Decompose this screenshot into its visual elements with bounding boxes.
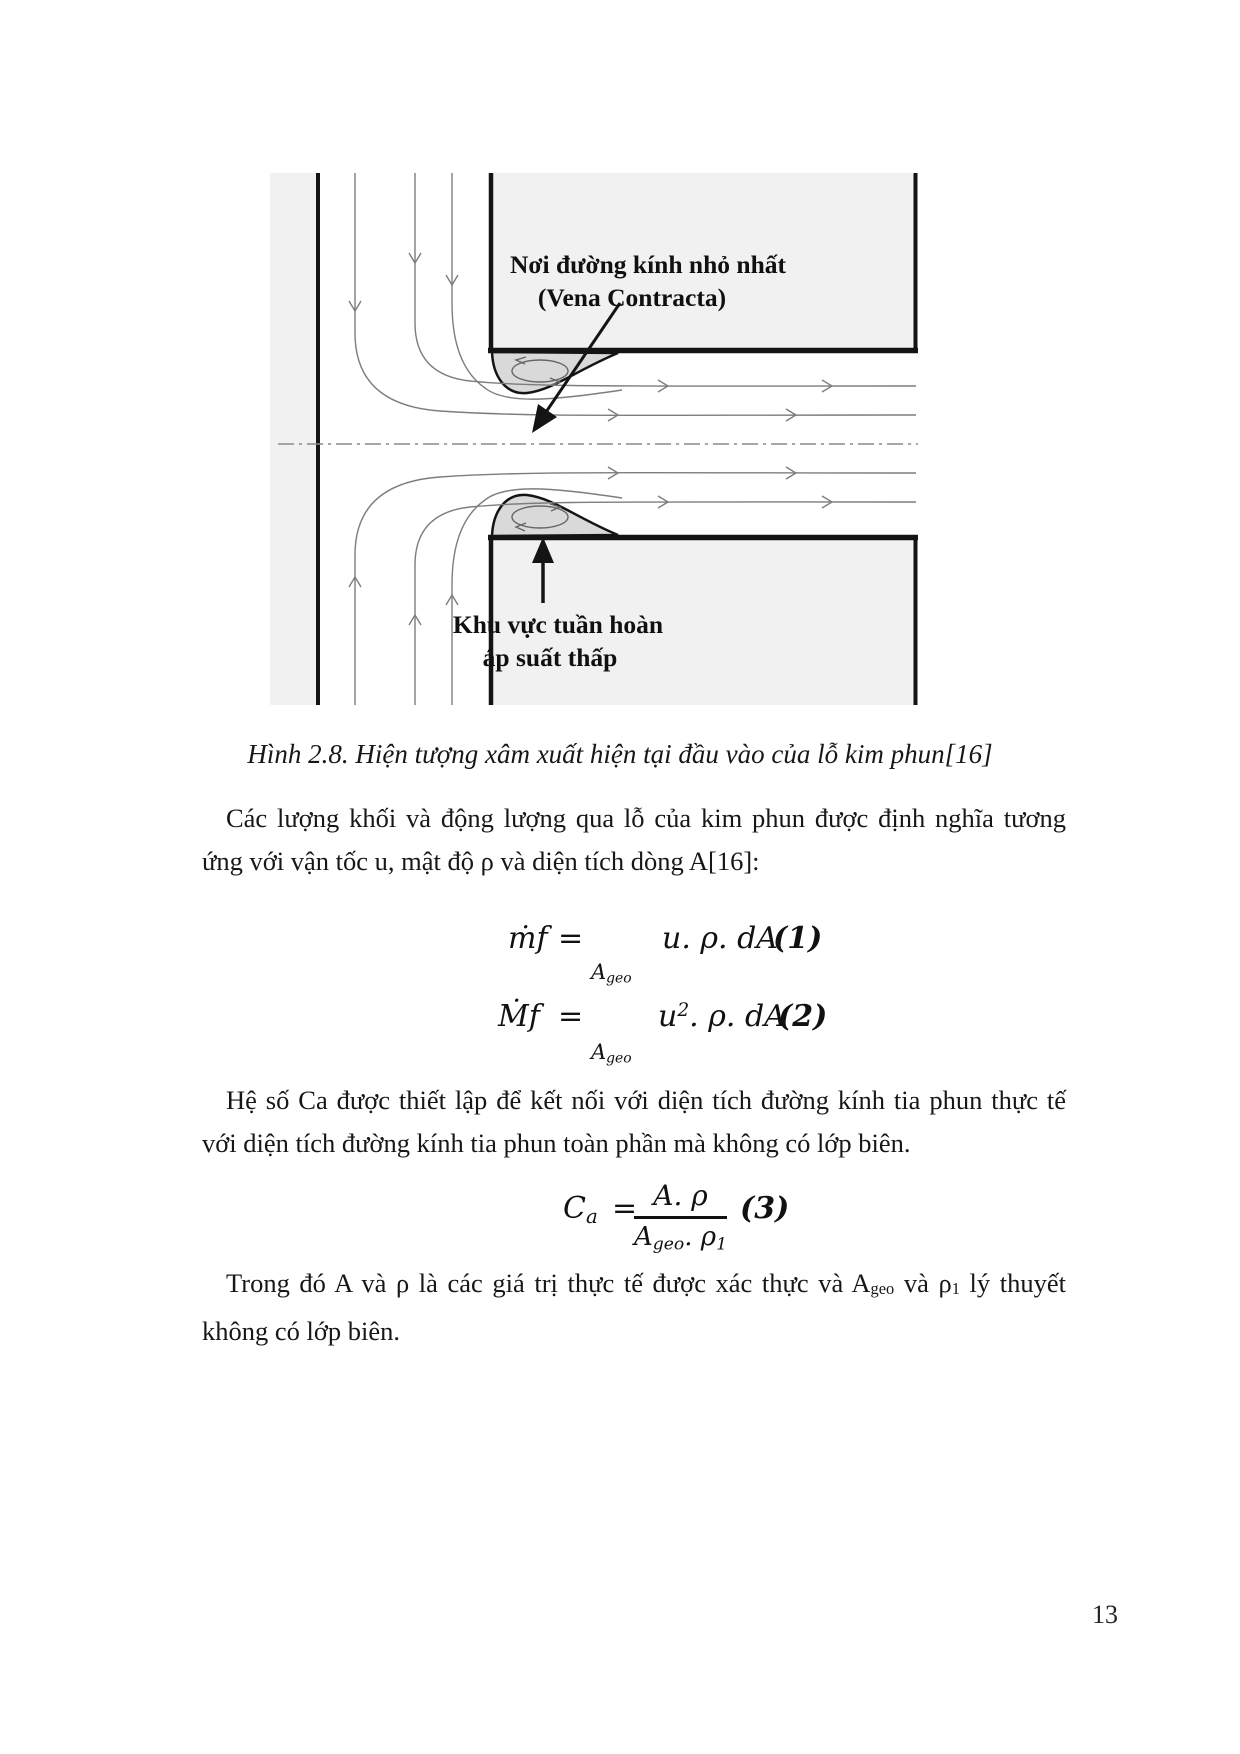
label-recirculation-line1: Khu vực tuần hoàn [452, 610, 664, 639]
eq2-rhs-base: u [658, 999, 678, 1035]
eq3-number: (3) [740, 1191, 790, 1226]
eq1-lhs: ṁf [508, 921, 548, 956]
eq3-den-mid: . ρ [684, 1222, 717, 1252]
eq1-number: (1) [773, 921, 823, 956]
paragraph-1-line-1: Các lượng khối và động lượng qua lỗ của kim phun được định nghĩa tương [226, 803, 1066, 833]
eq1-rhs: u. ρ. dA [662, 921, 778, 956]
eq2-equals: = [558, 999, 584, 1034]
paragraph-3-text-a: Trong đó A và ρ là các giá trị thực tế được xác thực và A [226, 1268, 871, 1298]
recirculation-zone-top [492, 352, 618, 393]
eq1-equals: = [558, 921, 584, 956]
label-vena-contracta-line1: Nơi đường kính nhỏ nhất [509, 250, 787, 279]
paragraph-2 [202, 1079, 1066, 1165]
page-number: 13 [1092, 1600, 1118, 1629]
eq3-den-sub: geo [652, 1234, 685, 1255]
eq2-integration-domain [591, 1042, 632, 1066]
label-recirculation-line2: áp suất thấp [482, 643, 618, 672]
paragraph-3-sub-geo: geo [870, 1278, 895, 1298]
equation-2 [0, 999, 1240, 1072]
figure-vena-contracta [270, 163, 920, 708]
paragraph-2-line-2: với diện tích đường kính tia phun toàn phần mà không có lớp biên. [202, 1128, 911, 1158]
eq3-den-sub2: 1 [716, 1234, 727, 1255]
paragraph-3-line-2: không có lớp biên. [202, 1315, 401, 1346]
eq2-rhs [658, 999, 786, 1035]
paragraph-3 [202, 1262, 1066, 1353]
eq3-denominator [634, 1219, 727, 1253]
eq2-rhs-rest: . ρ. dA [689, 999, 786, 1035]
eq3-den-base: A [634, 1222, 653, 1252]
eq3-fraction [634, 1180, 727, 1253]
eq2-domain-base: A [591, 1040, 607, 1064]
label-vena-contracta-line2: (Vena Contracta) [537, 283, 727, 312]
eq3-lhs [563, 1191, 598, 1228]
paragraph-3-sub-1: 1 [951, 1278, 960, 1298]
paragraph-2-line-1: Hệ số Ca được thiết lập để kết nối với diện tích đường kính tia phun thực tế [226, 1085, 1066, 1115]
figure-caption: Hình 2.8. Hiện tượng xâm xuất hiện tại đầu vào của lỗ kim phun[16] [247, 739, 993, 769]
eq3-equals: = [612, 1191, 638, 1226]
left-wall-strip [270, 173, 316, 705]
eq1-domain-base: A [591, 960, 607, 984]
recirculation-zone-bottom [492, 495, 618, 536]
eq3-numerator: A. ρ [634, 1180, 727, 1219]
eq2-lhs: Ṁf [498, 999, 540, 1034]
paragraph-3-text-b: và ρ [894, 1268, 952, 1298]
equation-1 [0, 921, 1240, 994]
equation-3 [0, 1180, 1240, 1260]
paragraph-1 [202, 797, 1066, 883]
eq3-lhs-base: C [563, 1191, 586, 1226]
eq2-domain-sub: geo [606, 1050, 632, 1067]
paragraph-1-line-2: ứng với vận tốc u, mật độ ρ và diện tích dòng A[16]: [202, 846, 760, 876]
paragraph-3-text-c: lý thuyết [959, 1268, 1066, 1298]
eq2-number: (2) [778, 999, 828, 1034]
eq1-domain-sub: geo [606, 970, 632, 987]
eq3-lhs-sub: a [585, 1204, 598, 1228]
paragraph-3-line-1 [202, 1262, 1066, 1310]
eq2-rhs-exponent: 2 [677, 1000, 690, 1021]
eq1-integration-domain [591, 962, 632, 986]
